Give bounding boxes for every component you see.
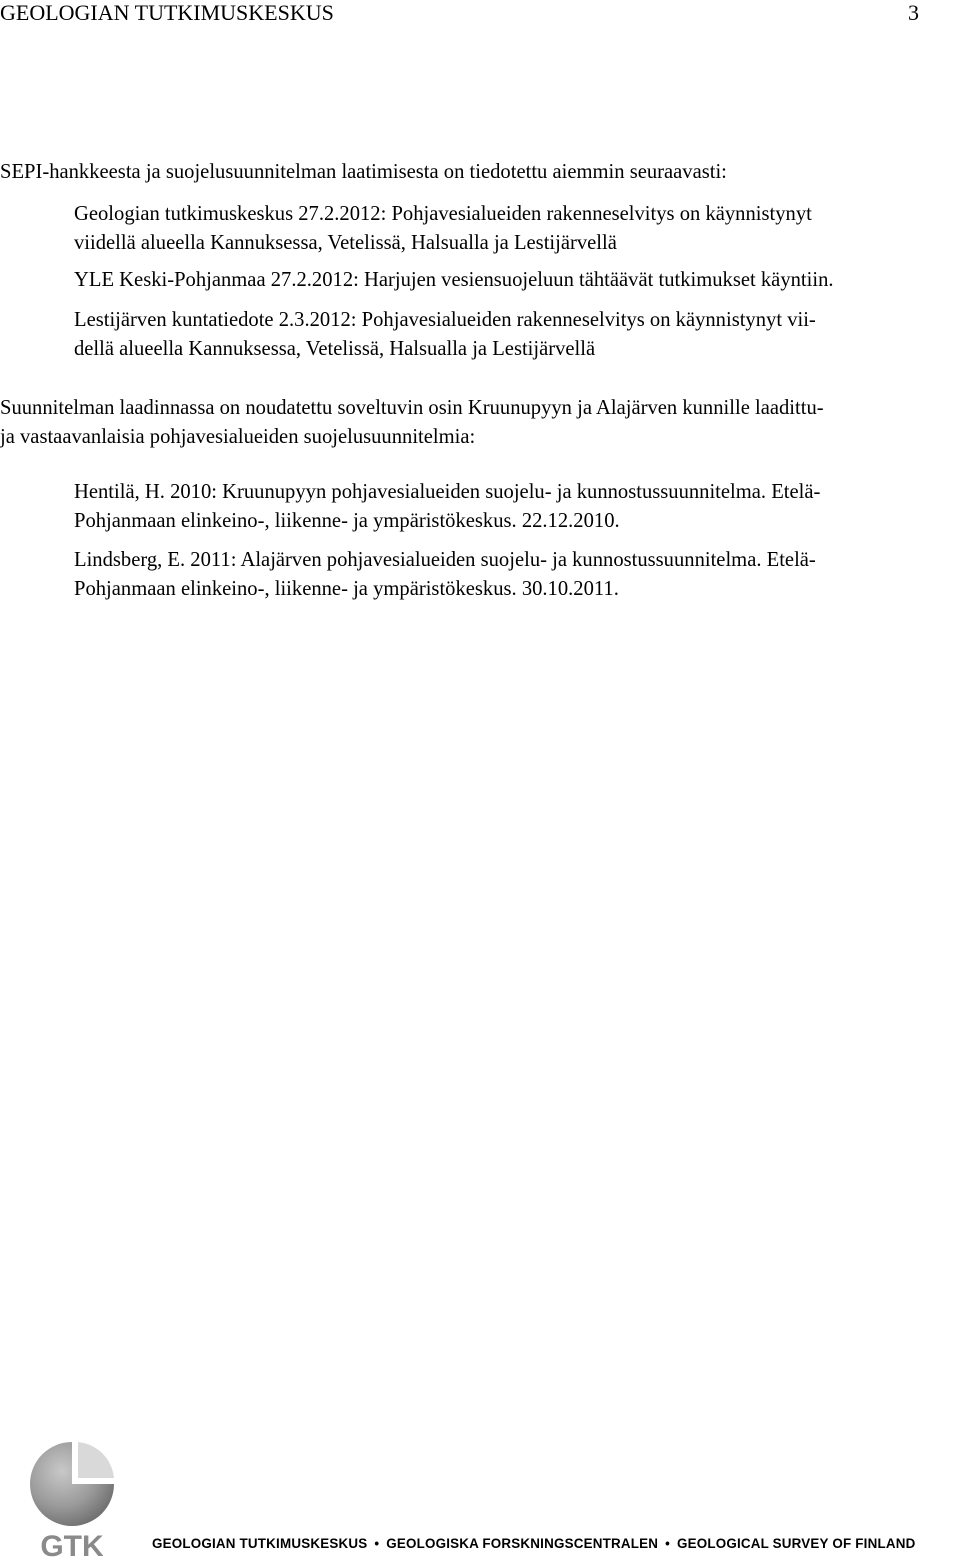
intro-paragraph [0, 158, 955, 187]
footer-org-finnish: GEOLOGIAN TUTKIMUSKESKUS [152, 1536, 368, 1551]
intro-text: SEPI-hankkeesta ja suojelusuunnitelman laatimisesta on tiedotettu aiemmin seuraavasti: [0, 161, 727, 183]
gtk-logo-text: GTK [40, 1530, 104, 1562]
reference-yle-line: YLE Keski-Pohjanmaa 27.2.2012: Harjujen vesiensuojeluun tähtäävät tutkimukset käyntiin. [74, 269, 834, 291]
literature-lindsberg [74, 546, 954, 604]
gtk-globe-notch [78, 1442, 114, 1478]
plan-line-2: ja vastaavanlaisia pohjavesialueiden suojelusuunnitelmia: [0, 426, 476, 448]
literature-hentila-line-1: Hentilä, H. 2010: Kruunupyyn pohjavesialueiden suojelu- ja kunnostussuunnitelma. Etelä- [74, 481, 821, 503]
header-title: GEOLOGIAN TUTKIMUSKESKUS [0, 0, 334, 25]
footer-organization-names [152, 1534, 958, 1554]
literature-lindsberg-line-2: Pohjanmaan elinkeino-, liikenne- ja ympäristökeskus. 30.10.2011. [74, 578, 619, 600]
footer-separator: • [665, 1536, 670, 1551]
literature-hentila-line-2: Pohjanmaan elinkeino-, liikenne- ja ympäristökeskus. 22.12.2010. [74, 510, 620, 532]
reference-gtk [74, 200, 954, 258]
plan-paragraph [0, 394, 955, 452]
footer-org-swedish: GEOLOGISKA FORSKNINGSCENTRALEN [386, 1536, 659, 1551]
footer-separator: • [374, 1536, 380, 1551]
literature-lindsberg-line-1: Lindsberg, E. 2011: Alajärven pohjavesialueiden suojelu- ja kunnostussuunnitelma. Etelä- [74, 549, 816, 571]
reference-lestijarvi-line-1: Lestijärven kuntatiedote 2.3.2012: Pohjavesialueiden rakenneselvitys on käynnistynyt vii- [74, 309, 816, 331]
gtk-logo-icon [24, 1438, 120, 1562]
reference-lestijarvi [74, 306, 954, 364]
plan-line-1: Suunnitelman laadinnassa on noudatettu soveltuvin osin Kruunupyyn ja Alajärven kunnille laadittu- [0, 397, 824, 419]
reference-gtk-line-1: Geologian tutkimuskeskus 27.2.2012: Pohjavesialueiden rakenneselvitys on käynnistynyt [74, 203, 812, 225]
literature-hentila [74, 478, 954, 536]
gtk-logo [24, 1438, 120, 1562]
reference-gtk-line-2: viidellä alueella Kannuksessa, Vetelissä, Halsualla ja Lestijärvellä [74, 232, 617, 254]
page-number: 3 [908, 0, 919, 25]
reference-lestijarvi-line-2: dellä alueella Kannuksessa, Vetelissä, Halsualla ja Lestijärvellä [74, 338, 596, 360]
reference-yle [74, 266, 954, 295]
footer-org-english: GEOLOGICAL SURVEY OF FINLAND [676, 1536, 916, 1551]
